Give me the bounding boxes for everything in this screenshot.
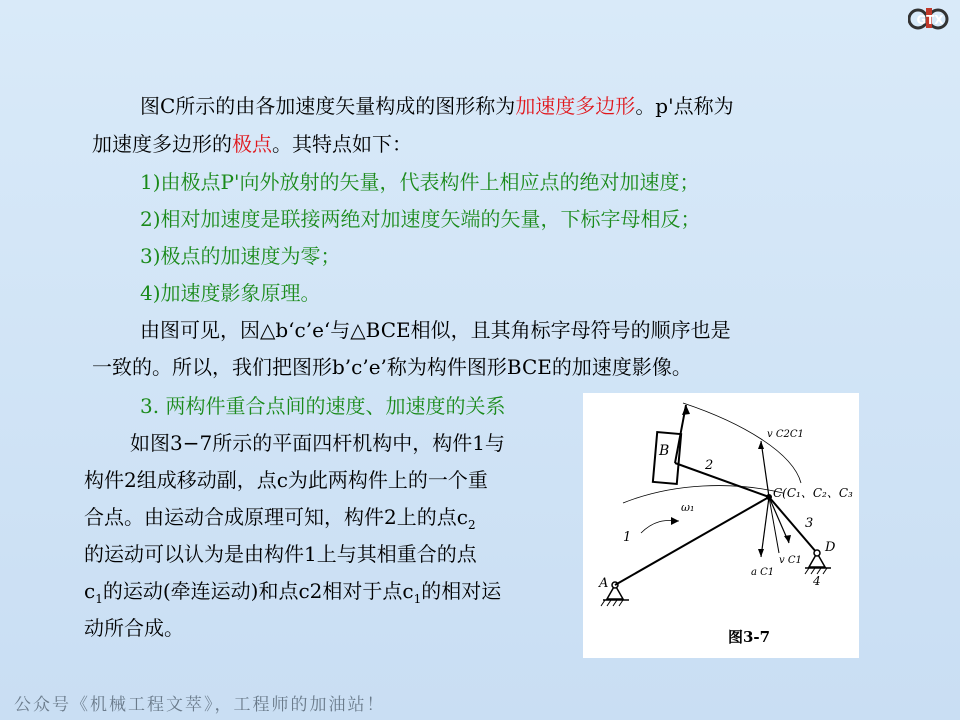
highlight-term: 加速度多边形 [515, 94, 636, 118]
link-2-tip [682, 405, 690, 415]
footer-text: 公众号《机械工程文萃》，工程师的加油站！ [14, 695, 386, 715]
para3-line2: 构件2组成移动副，点c为此两构件上的一个重 [84, 468, 488, 492]
highlight-term: 极点 [232, 132, 272, 156]
vector-vc1-head [784, 535, 791, 543]
omega-arrowhead [671, 517, 679, 525]
text: 。p'点称为 [635, 94, 734, 118]
para3-line1: 如图3−7所示的平面四杆机构中，构件1与 [130, 431, 505, 455]
label-vc1: v C1 [779, 555, 802, 566]
para2-line2: 一致的。所以，我们把图形b’c’e’称为构件图形BCE的加速度影像。 [92, 355, 692, 379]
label-vc2c1: v C2C1 [767, 429, 804, 440]
label-ac1: a C1 [751, 567, 775, 578]
list-item-1: 1)由极点P'向外放射的矢量，代表构件上相应点的绝对加速度； [140, 170, 700, 194]
para1-line2 [92, 131, 412, 157]
path-curve-1 [683, 403, 801, 483]
link-2 [675, 463, 769, 497]
text: 。其特点如下： [272, 132, 412, 156]
vector-ac1 [761, 497, 769, 557]
figure-3-7 [583, 393, 859, 658]
figure-caption: 图3-7 [728, 628, 771, 646]
para3-line3 [84, 504, 476, 538]
text: 的相对运 [421, 579, 502, 603]
label-c: C(C₁、C₂、C₃ [773, 486, 853, 500]
subscript: 1 [413, 592, 422, 606]
label-omega1: ω₁ [681, 501, 695, 514]
text: 加速度多边形的 [92, 132, 232, 156]
label-b: B [659, 443, 670, 459]
vector-ac1-head [758, 549, 764, 557]
para2-line1: 由图可见，因△b‘c’e‘与△BCE相似，且其角标字母符号的顺序也是 [140, 318, 731, 342]
gtx-logo [908, 4, 952, 32]
text: 的运动(牵连运动)和点c2相对于点c [102, 579, 414, 603]
text: 合点。由运动合成原理可知，构件2上的点c [84, 505, 468, 529]
list-item-2: 2)相对加速度是联接两绝对加速度矢端的矢量，下标字母相反； [140, 207, 701, 231]
label-3: 3 [805, 516, 814, 531]
subscript: 2 [467, 518, 476, 532]
vector-vc2c1-head [758, 441, 764, 449]
label-d: D [825, 540, 836, 555]
label-1: 1 [623, 530, 632, 545]
section-heading: 3. 两构件重合点间的速度、加速度的关系 [140, 394, 506, 418]
label-4: 4 [813, 574, 821, 588]
label-a: A [599, 576, 609, 591]
logo-text: GTX [916, 13, 944, 27]
para1-line1 [140, 93, 734, 119]
para3-line5 [84, 578, 501, 612]
list-item-4: 4)加速度影象原理。 [140, 281, 321, 305]
mechanism-diagram [583, 393, 859, 658]
para3-line4: 的运动可以认为是由构件1上与其相重合的点 [84, 542, 477, 566]
text: 图C所示的由各加速度矢量构成的图形称为 [140, 94, 516, 118]
label-2: 2 [705, 458, 714, 473]
list-item-3: 3)极点的加速度为零； [140, 244, 341, 268]
subscript: 1 [95, 592, 103, 606]
text: c [84, 579, 96, 603]
para3-line6: 动所合成。 [84, 616, 184, 640]
